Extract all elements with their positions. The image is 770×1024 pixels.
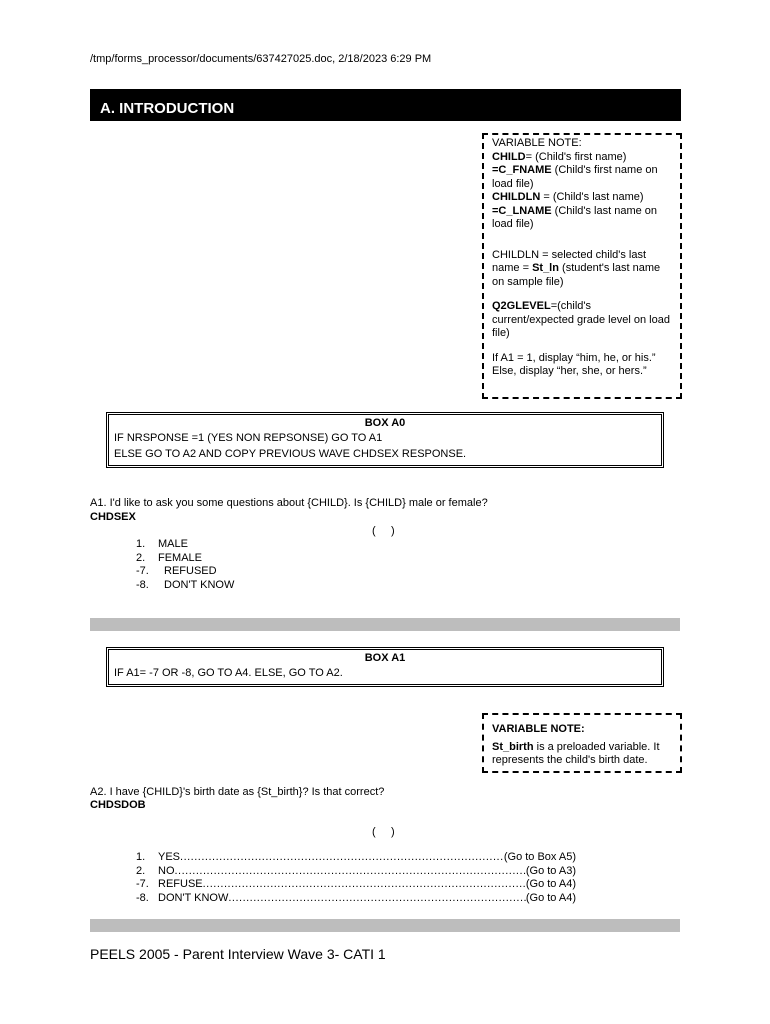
option-male[interactable] — [136, 538, 234, 552]
variable-note-title: VARIABLE NOTE: — [492, 723, 585, 735]
question-a1-text: A1. I'd like to ask you some questions about {CHILD}. Is {CHILD} male or female? — [90, 497, 488, 509]
option-skip: (Go to A3) — [525, 864, 576, 877]
option-code: -8. — [136, 891, 149, 904]
question-a1-options — [136, 538, 234, 592]
box-a1 — [106, 647, 664, 687]
question-a2-text: A2. I have {CHILD}'s birth date as {St_birth}? Is that correct? — [90, 786, 385, 798]
leader-dots — [203, 878, 526, 892]
clname-var-text: (Child's last name on load file) — [492, 204, 658, 230]
option-label: MALE — [158, 538, 188, 550]
variable-note-colon: : — [578, 137, 582, 149]
option-female[interactable] — [136, 552, 234, 566]
option-label: YES — [158, 851, 181, 863]
child-var-text: = (Child's first name) — [525, 150, 627, 163]
option-code: -7. — [136, 565, 149, 577]
box-a0-line-1: IF NRSPONSE =1 (YES NON REPSONSE) GO TO A1 — [114, 432, 383, 444]
option-code: 2. — [136, 551, 146, 564]
q2glevel-var-text: =(child's current/expected grade level on load file) — [492, 300, 670, 339]
option-dont-know[interactable] — [136, 892, 576, 906]
childln-selected-text: CHILDLN = selected child's last name = — [492, 248, 647, 274]
q2glevel-var-label: Q2GLEVEL — [492, 300, 551, 312]
stbirth-var-label: St_birth — [492, 740, 534, 753]
option-code: 1. — [136, 538, 146, 550]
question-a1-response-blank[interactable]: ( ) — [372, 525, 395, 537]
option-skip: (Go to A4) — [525, 878, 576, 890]
stln-var-text: (student's last name on sample file) — [492, 262, 661, 288]
childln-var-text: = (Child's last name) — [540, 191, 644, 203]
option-refuse[interactable] — [136, 878, 576, 892]
display-rule-text: If A1 = 1, display “him, he, or his.” Else, display “her, she, or hers.” — [492, 351, 656, 377]
page-footer: PEELS 2005 - Parent Interview Wave 3- CATI 1 — [90, 946, 386, 962]
box-a0-line-2: ELSE GO TO A2 AND COPY PREVIOUS WAVE CHDSEX RESPONSE. — [114, 448, 467, 460]
variable-note-title: VARIABLE NOTE — [492, 137, 579, 149]
option-code: -8. — [136, 578, 149, 591]
section-title: A. INTRODUCTION — [90, 89, 681, 121]
box-a1-line-1: IF A1= -7 OR -8, GO TO A4. ELSE, GO TO A2. — [114, 667, 343, 679]
option-refused[interactable] — [136, 565, 234, 579]
option-dont-know[interactable] — [136, 579, 234, 593]
option-label: DON'T KNOW — [164, 578, 235, 591]
leader-dots — [228, 892, 526, 906]
option-code: -7. — [136, 878, 149, 890]
childln-var-label: CHILDLN — [492, 191, 541, 203]
question-a2-options — [136, 851, 576, 905]
variable-note-1 — [482, 133, 682, 399]
section-divider — [90, 919, 680, 932]
option-no[interactable] — [136, 865, 576, 879]
leader-dots — [175, 865, 526, 879]
clname-var-label: =C_LNAME — [492, 204, 552, 217]
child-var-label: CHILD — [492, 150, 526, 163]
stln-var-label: St_ln — [532, 262, 559, 274]
cfname-var-text: (Child's first name on load file) — [492, 164, 658, 190]
leader-dots — [180, 851, 504, 865]
cfname-var-label: =C_FNAME — [492, 164, 552, 176]
option-skip: (Go to A4) — [525, 891, 576, 904]
option-label: NO — [158, 864, 175, 877]
option-label: REFUSED — [164, 565, 217, 577]
option-yes[interactable] — [136, 851, 576, 865]
option-skip: (Go to Box A5) — [503, 851, 576, 863]
box-a0-title: BOX A0 — [364, 417, 406, 429]
box-a0 — [106, 412, 664, 468]
variable-note-2 — [482, 713, 682, 773]
stbirth-var-text: is a preloaded variable. It represents the child's birth date. — [492, 740, 660, 766]
option-code: 1. — [136, 851, 146, 863]
question-a2-response-blank[interactable]: ( ) — [372, 826, 395, 838]
option-label: FEMALE — [158, 551, 203, 564]
option-label: REFUSE — [158, 878, 203, 890]
option-label: DON'T KNOW — [158, 891, 229, 904]
question-a1-variable: CHDSEX — [90, 511, 136, 523]
box-a1-title: BOX A1 — [364, 652, 406, 664]
section-divider — [90, 618, 680, 631]
document-path: /tmp/forms_processor/documents/637427025.doc, 2/18/2023 6:29 PM — [90, 53, 432, 65]
question-a2-variable: CHDSDOB — [90, 799, 146, 811]
option-code: 2. — [136, 864, 146, 877]
